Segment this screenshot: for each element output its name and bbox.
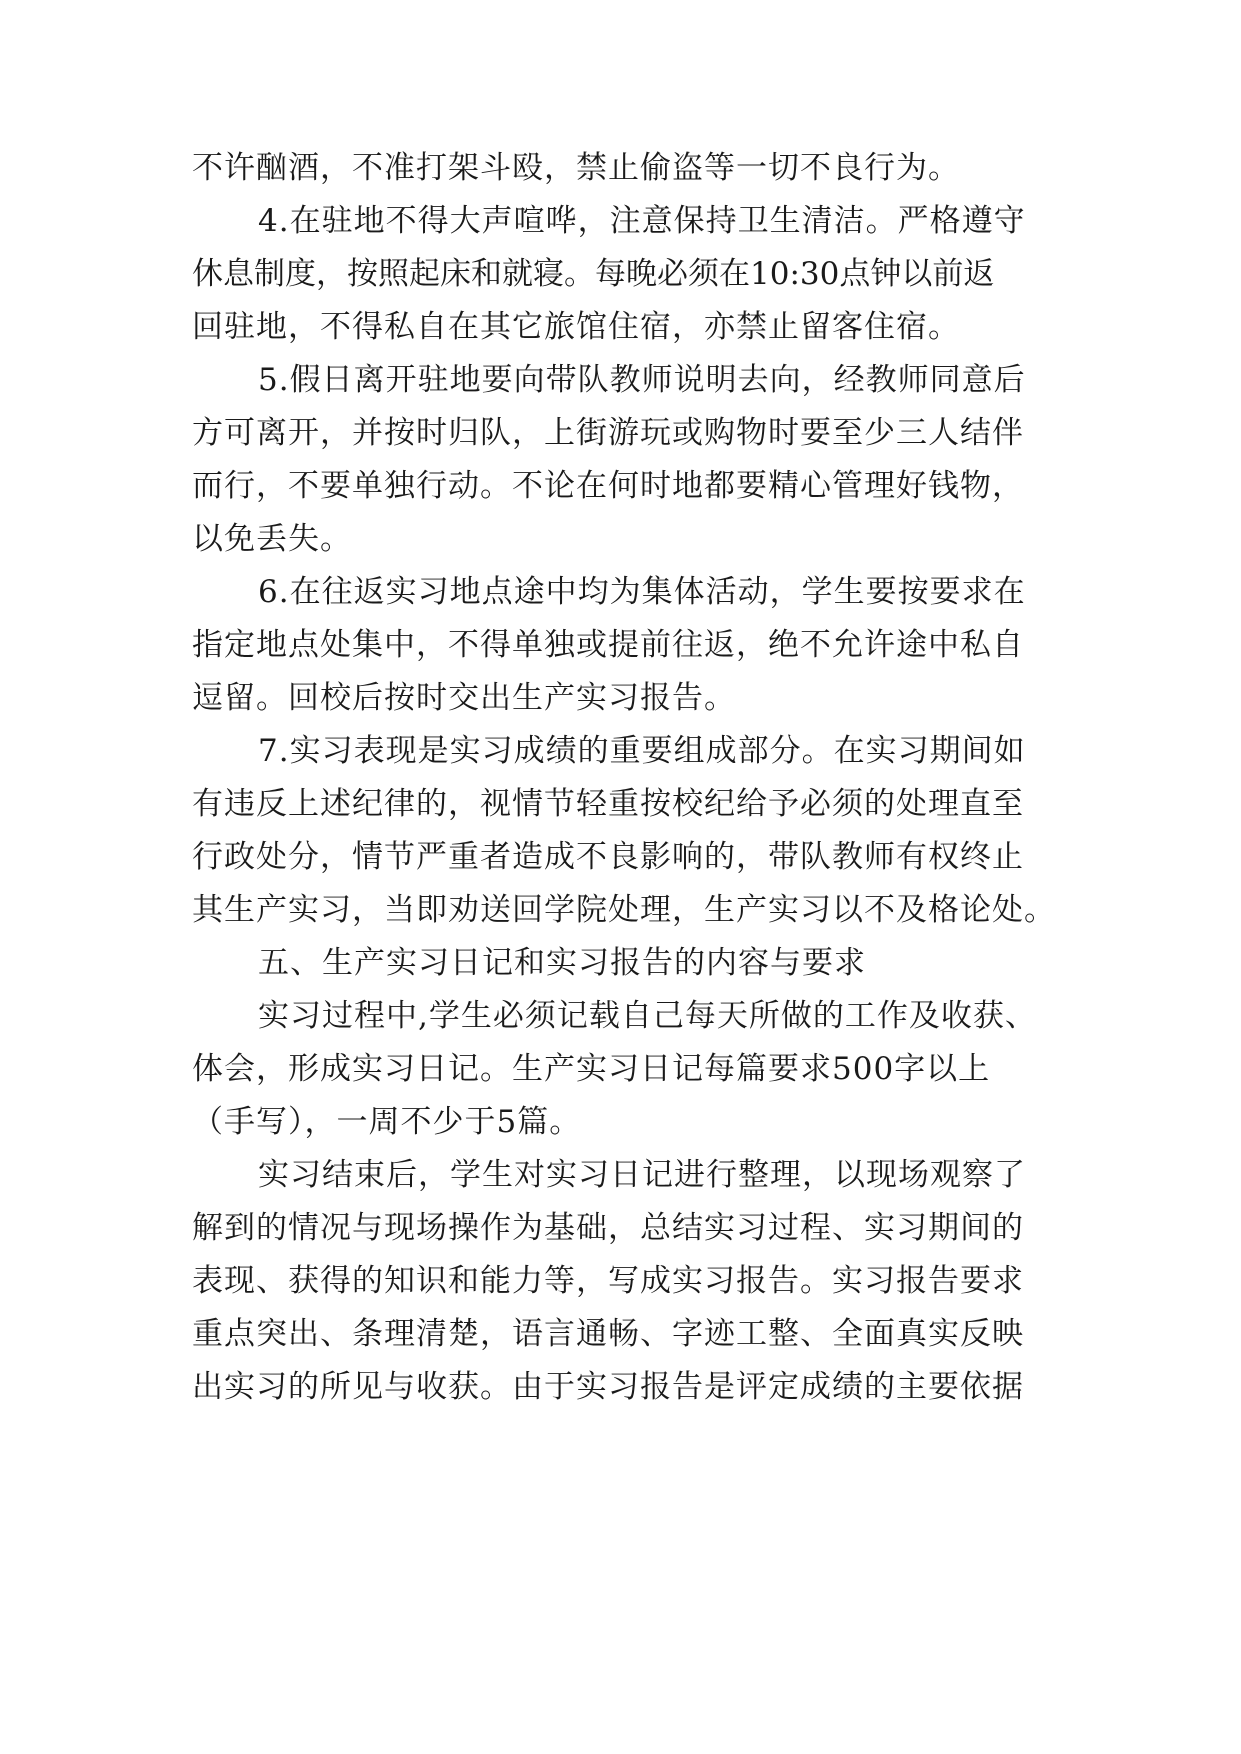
paragraph-line: 逗留。回校后按时交出生产实习报告。 bbox=[192, 680, 736, 716]
paragraph-line: 以免丢失。 bbox=[192, 521, 352, 557]
paragraph-line: （手写），一周不少于5篇。 bbox=[192, 1104, 582, 1140]
paragraph-line: 有违反上述纪律的，视情节轻重按校纪给予必须的处理直至 bbox=[192, 786, 1024, 822]
paragraph-line: 实习结束后，学生对实习日记进行整理，以现场观察了 bbox=[258, 1157, 1026, 1193]
paragraph-line: 其生产实习，当即劝送回学院处理，生产实习以不及格论处。 bbox=[192, 892, 1056, 928]
paragraph-line: 实习过程中,学生必须记载自己每天所做的工作及收获、 bbox=[258, 998, 1037, 1034]
paragraph-line: 方可离开，并按时归队，上街游玩或购物时要至少三人结伴 bbox=[192, 415, 1024, 451]
paragraph-line: 而行，不要单独行动。不论在何时地都要精心管理好钱物， bbox=[192, 468, 1024, 504]
paragraph-line: 指定地点处集中，不得单独或提前往返，绝不允许途中私自 bbox=[192, 627, 1024, 663]
paragraph-line: 4.在驻地不得大声喧哗，注意保持卫生清洁。严格遵守 bbox=[258, 203, 1026, 239]
paragraph-line: 休息制度，按照起床和就寝。每晚必须在10:30点钟以前返 bbox=[192, 256, 995, 292]
paragraph-line: 重点突出、条理清楚，语言通畅、字迹工整、全面真实反映 bbox=[192, 1316, 1024, 1352]
section-heading: 五、生产实习日记和实习报告的内容与要求 bbox=[258, 945, 866, 981]
paragraph-line: 解到的情况与现场操作为基础，总结实习过程、实习期间的 bbox=[192, 1210, 1024, 1246]
paragraph-line: 回驻地，不得私自在其它旅馆住宿，亦禁止留客住宿。 bbox=[192, 309, 960, 345]
paragraph-line: 出实习的所见与收获。由于实习报告是评定成绩的主要依据 bbox=[192, 1369, 1024, 1405]
paragraph-line: 不许酗酒，不准打架斗殴，禁止偷盗等一切不良行为。 bbox=[192, 150, 960, 186]
paragraph-line: 体会，形成实习日记。生产实习日记每篇要求500字以上 bbox=[192, 1051, 991, 1087]
paragraph-line: 7.实习表现是实习成绩的重要组成部分。在实习期间如 bbox=[258, 733, 1026, 769]
paragraph-line: 6.在往返实习地点途中均为集体活动，学生要按要求在 bbox=[258, 574, 1026, 610]
paragraph-line: 5.假日离开驻地要向带队教师说明去向，经教师同意后 bbox=[258, 362, 1026, 398]
paragraph-line: 表现、获得的知识和能力等，写成实习报告。实习报告要求 bbox=[192, 1263, 1024, 1299]
paragraph-line: 行政处分，情节严重者造成不良影响的，带队教师有权终止 bbox=[192, 839, 1024, 875]
